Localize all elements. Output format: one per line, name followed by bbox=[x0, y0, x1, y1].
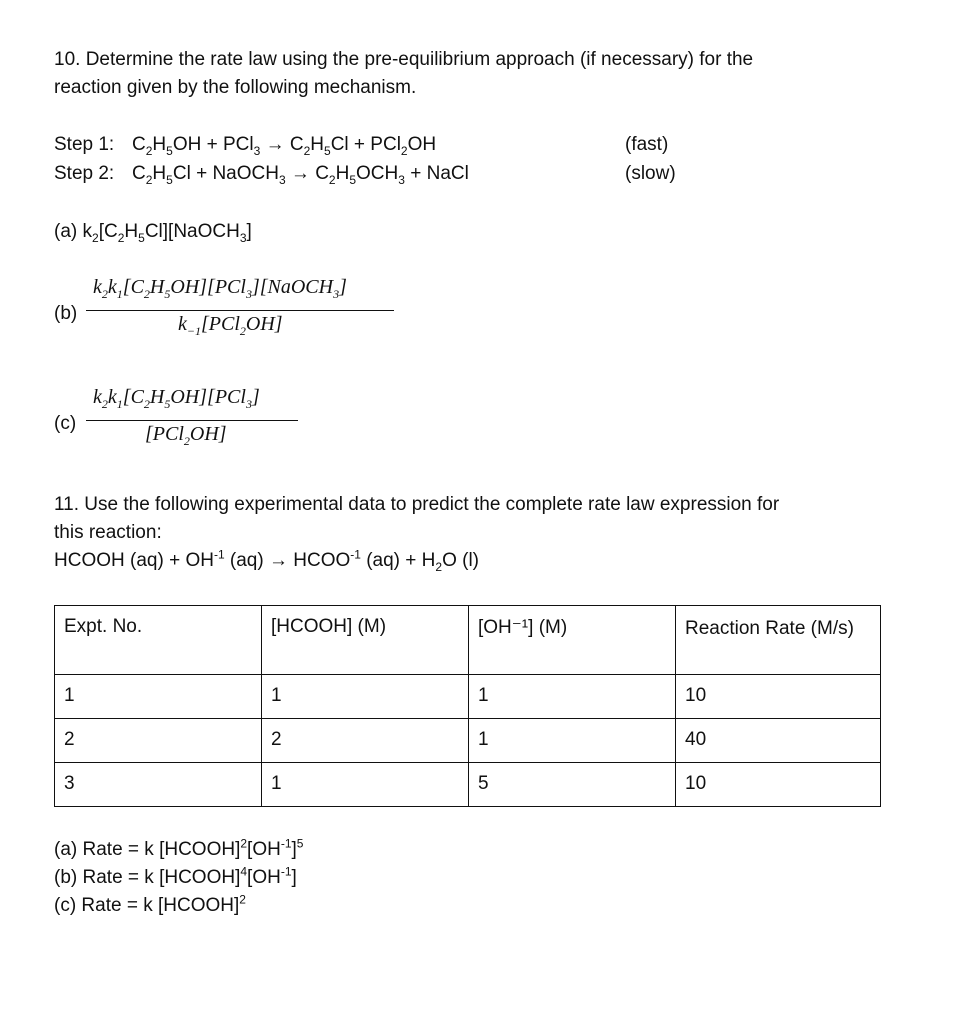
superscript: 5 bbox=[296, 836, 304, 851]
subscript: 2 bbox=[101, 287, 108, 301]
superscript: -1 bbox=[213, 547, 225, 562]
header-rate: Reaction Rate (M/s) bbox=[676, 606, 881, 675]
step2-equation: $C_2H_5Cl$ + NaOCH$_3$ → $C_2H_5OCH_3$ + NaCl bbox=[132, 163, 469, 187]
superscript: -1 bbox=[280, 864, 292, 879]
option-c-numerator: $k_2k_1[C_2H_5OH][PCl_3]$ bbox=[93, 386, 260, 411]
subscript: 3 bbox=[333, 287, 340, 301]
q10-line2: reaction given by the following mechanism. bbox=[54, 77, 417, 98]
q10-option-c-label: (c) bbox=[54, 413, 77, 434]
superscript: 2 bbox=[239, 892, 246, 907]
subscript: 3 bbox=[253, 143, 261, 158]
header-hcooh: [HCOOH] (M) bbox=[262, 606, 469, 675]
subscript: 3 bbox=[245, 287, 252, 301]
subscript: 3 bbox=[239, 230, 247, 245]
header-expt-no: Expt. No. bbox=[55, 606, 262, 675]
subscript: 5 bbox=[324, 143, 331, 158]
superscript: 2 bbox=[240, 836, 248, 851]
subscript: 2 bbox=[303, 143, 311, 158]
subscript: 2 bbox=[145, 172, 153, 187]
option-b-numerator: $k_2k_1[C_2H_5OH][PCl_3][NaOCH_3]$ bbox=[93, 276, 347, 301]
table-row bbox=[55, 763, 881, 807]
subscript: 2 bbox=[435, 559, 443, 574]
table-row bbox=[55, 675, 881, 719]
superscript: -1 bbox=[280, 836, 292, 851]
superscript: 4 bbox=[240, 864, 248, 879]
subscript: 5 bbox=[166, 143, 173, 158]
subscript: 1 bbox=[116, 397, 123, 411]
experiment-table bbox=[54, 605, 881, 807]
subscript: 2 bbox=[143, 287, 150, 301]
subscript: 5 bbox=[138, 230, 145, 245]
step2-label: Step 2: bbox=[54, 163, 115, 184]
option-c-fraction-bar bbox=[86, 420, 298, 421]
step1-speed: (fast) bbox=[625, 134, 669, 155]
cell-hcooh: 2 bbox=[262, 719, 469, 763]
option-b-denominator: $k_{-1}[PCl_2OH]$ bbox=[178, 313, 283, 338]
cell-oh: 1 bbox=[469, 675, 676, 719]
q10-option-b-label: (b) bbox=[54, 303, 78, 324]
step2-speed: (slow) bbox=[625, 163, 676, 184]
subscript: 2 bbox=[145, 143, 153, 158]
subscript: −1 bbox=[186, 324, 201, 338]
cell-oh: 1 bbox=[469, 719, 676, 763]
subscript: 5 bbox=[164, 397, 171, 411]
subscript: 2 bbox=[239, 324, 246, 338]
subscript: 2 bbox=[400, 143, 408, 158]
cell-hcooh: 1 bbox=[262, 675, 469, 719]
subscript: 2 bbox=[92, 230, 99, 245]
option-a-label: (a) bbox=[54, 221, 78, 242]
step1-label: Step 1: bbox=[54, 134, 115, 155]
cell-expt: 1 bbox=[55, 675, 262, 719]
option-b-fraction-bar bbox=[86, 310, 394, 311]
superscript: -1 bbox=[350, 547, 361, 562]
header-oh: [OH⁻¹] (M) bbox=[469, 606, 676, 675]
q11-option-b: (b) Rate = k $[HCOOH]^4[OH^{-1}]$ bbox=[54, 864, 297, 888]
table-row bbox=[55, 719, 881, 763]
subscript: 1 bbox=[116, 287, 123, 301]
option-a-expression: $k_2[C_2H_5Cl][NaOCH_3]$ bbox=[82, 221, 252, 245]
cell-rate: 10 bbox=[676, 763, 881, 807]
subscript: 2 bbox=[183, 434, 190, 448]
subscript: 5 bbox=[349, 172, 357, 187]
option-c-denominator: [PCl$_2$OH] bbox=[145, 423, 227, 448]
subscript: 3 bbox=[278, 172, 286, 187]
cell-expt: 2 bbox=[55, 719, 262, 763]
subscript: 2 bbox=[101, 397, 108, 411]
q10-line1: 10. Determine the rate law using the pre-equilibrium approach (if necessary) for the bbox=[54, 49, 754, 70]
cell-rate: 40 bbox=[676, 719, 881, 763]
q11-option-a: (a) Rate = k $[HCOOH]^2[OH^{-1}]^5$ bbox=[54, 836, 304, 860]
q10-option-a bbox=[54, 218, 252, 246]
q11-option-c: (c) Rate = k [HCOOH]$^2$ bbox=[54, 892, 246, 916]
subscript: 5 bbox=[166, 172, 173, 187]
q11-reaction: HCOOH $(aq) + OH^{-1}$ $(aq) \to HCOO^{-1}$ $(aq) + H_2O$ (l) bbox=[54, 547, 479, 574]
cell-hcooh: 1 bbox=[262, 763, 469, 807]
q11-line2: this reaction: bbox=[54, 522, 162, 543]
q11-line1: 11. Use the following experimental data to predict the complete rate law expression for bbox=[54, 494, 780, 515]
subscript: 3 bbox=[398, 172, 405, 187]
subscript: 5 bbox=[164, 287, 171, 301]
cell-expt: 3 bbox=[55, 763, 262, 807]
table-header-row bbox=[55, 606, 881, 675]
cell-rate: 10 bbox=[676, 675, 881, 719]
subscript: 2 bbox=[117, 230, 125, 245]
subscript: 2 bbox=[143, 397, 150, 411]
subscript: 2 bbox=[328, 172, 336, 187]
cell-oh: 5 bbox=[469, 763, 676, 807]
step1-equation: $C_2H_5OH + PCl_3 \to C_2H_5Cl + PCl_2OH$ bbox=[132, 134, 437, 158]
subscript: 3 bbox=[245, 397, 252, 411]
